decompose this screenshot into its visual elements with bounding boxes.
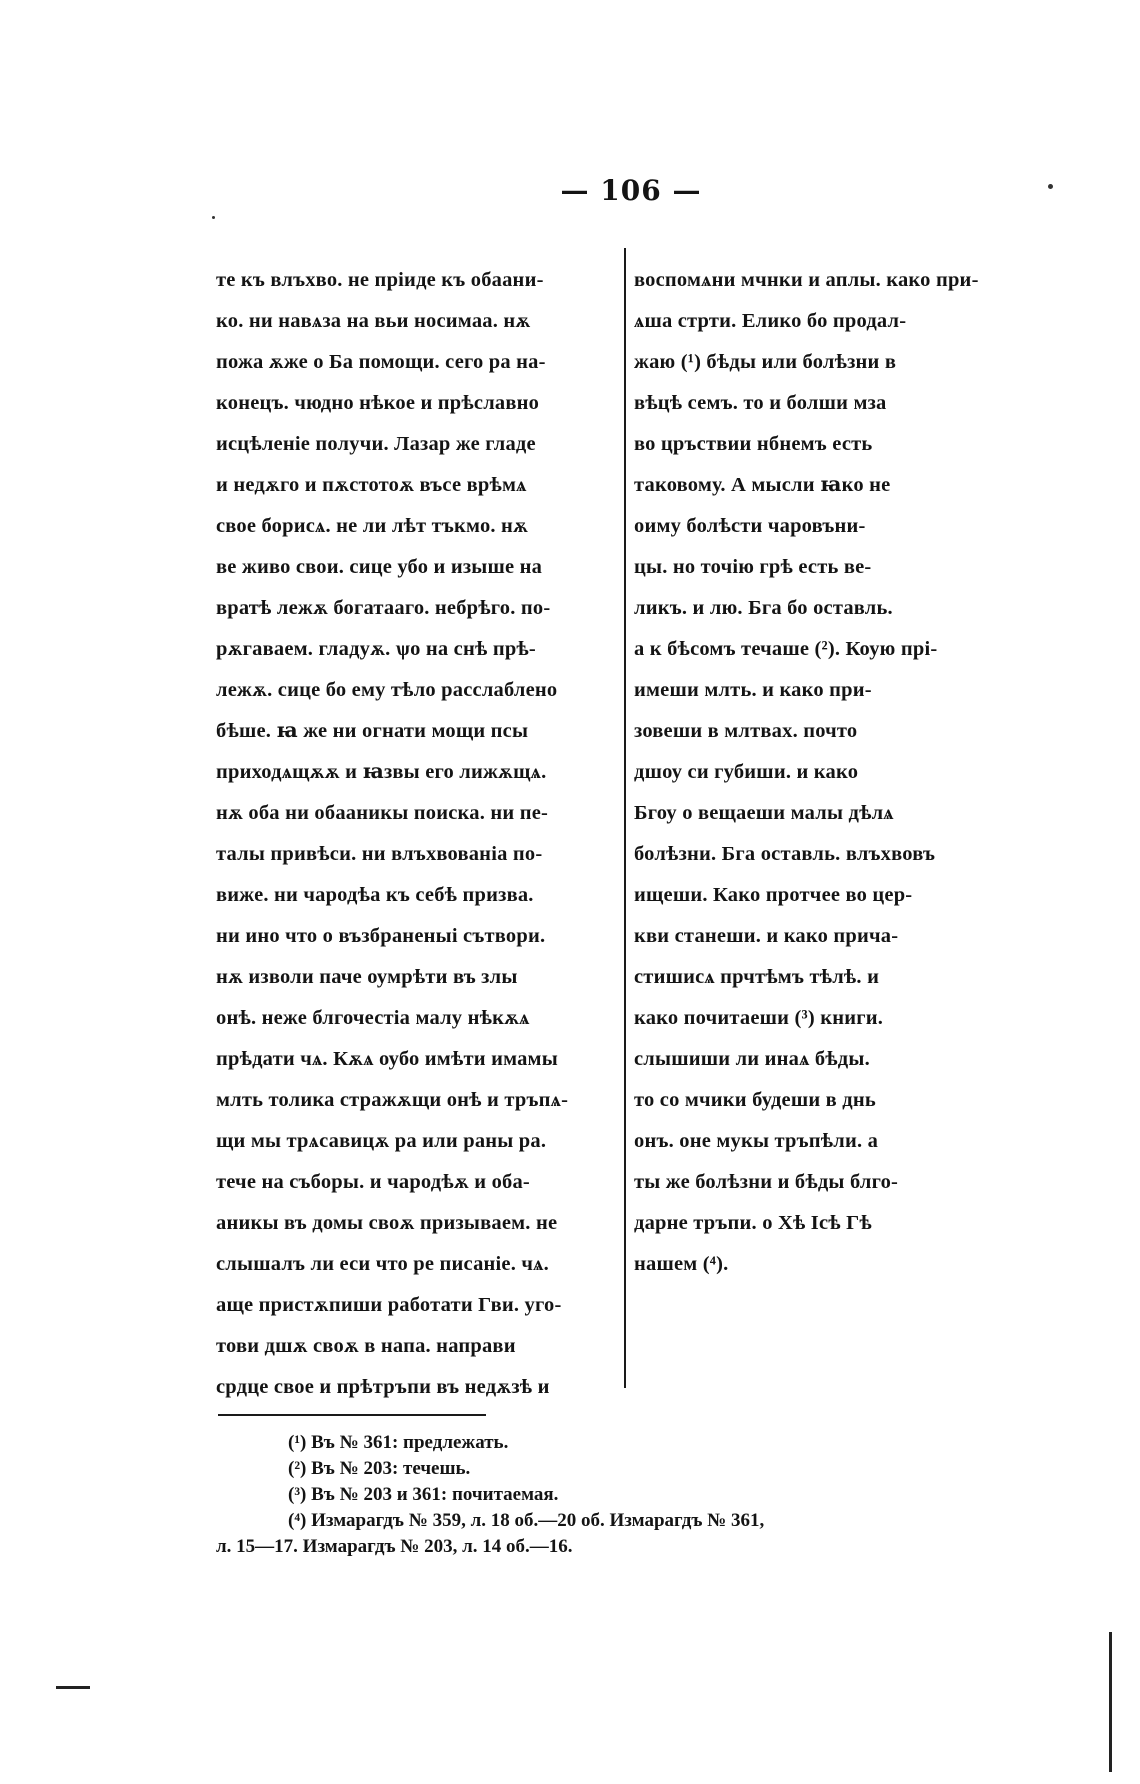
- text-line: свое борисѧ. не ли лѣт тъкмо. нѫ: [216, 515, 529, 537]
- text-line: болѣзни. Бга оставль. влъхвовъ: [634, 843, 936, 865]
- text-line: лежѫ. сице бо ему тѣло расслаблено: [216, 679, 558, 701]
- text-line: стишисѧ прчтѣмъ тѣлѣ. и: [634, 966, 880, 988]
- text-line: виже. ни чародѣа къ себѣ призва.: [216, 884, 534, 906]
- footnote-line: (²) Въ № 203: течешь.: [288, 1458, 471, 1479]
- text-line: то со мчики будеши в днь: [634, 1089, 876, 1111]
- text-line: дшоу си губиши. и како: [634, 761, 859, 783]
- page-number: — 106 —: [560, 174, 702, 207]
- text-line: рѫгаваем. гладуѫ. ѱо на снѣ прѣ-: [216, 638, 536, 660]
- text-line: воспомѧни мчнки и аплы. како при-: [634, 269, 979, 291]
- text-line: нашем (⁴).: [634, 1253, 729, 1275]
- text-line: а к бѣсомъ течаше (²). Коую прі-: [634, 638, 938, 660]
- right-column: [634, 260, 1030, 1285]
- text-line: оиму болѣсти чаровъни-: [634, 515, 866, 537]
- speck-mark: [212, 216, 215, 219]
- footnote-line: л. 15—17. Измарагдъ № 203, л. 14 об.—16.: [216, 1536, 573, 1557]
- text-line: имеши млть. и како при-: [634, 679, 872, 701]
- text-line: и недѫго и пѫстотоѫ въсе врѣмѧ: [216, 474, 527, 496]
- text-line: кви станеши. и како прича-: [634, 925, 899, 947]
- text-line: исцѣленіе получи. Лазар же гладе: [216, 433, 536, 455]
- text-line: ѧша стрти. Елико бо продал-: [634, 310, 907, 332]
- scan-edge-mark: [56, 1686, 90, 1689]
- text-line: во цръствии нбнемъ есть: [634, 433, 873, 455]
- text-line: зовеши в млтвах. почто: [634, 720, 858, 742]
- text-line: млть толика стражѫщи онѣ и тръпѧ-: [216, 1089, 569, 1111]
- text-line: срдце свое и прѣтръпи въ недѫзѣ и: [216, 1376, 550, 1398]
- text-line: дарне тръпи. о Хѣ Ісѣ Гѣ: [634, 1212, 872, 1234]
- text-line: ищеши. Како протчее во цер-: [634, 884, 913, 906]
- text-line: нѫ оба ни обаaникы поиска. ни пе-: [216, 802, 549, 824]
- text-line: аникы въ домы своѫ призываем. не: [216, 1212, 558, 1234]
- text-line: нѫ изволи паче оумрѣти въ злы: [216, 966, 518, 988]
- footnote-separator: [218, 1414, 486, 1416]
- text-line: аще пристѫпиши работати Гви. уго-: [216, 1294, 562, 1316]
- text-line: како почитаеши (³) книги.: [634, 1007, 884, 1029]
- text-line: бѣше. ꙗ же ни огнати мощи псы: [216, 720, 529, 742]
- text-line: таковому. А мысли ꙗко не: [634, 474, 891, 496]
- text-line: вратѣ лежѫ богатааго. небрѣго. по-: [216, 597, 551, 619]
- left-column: [216, 260, 618, 1408]
- text-line: течe на съборы. и чародѣѫ и оба-: [216, 1171, 530, 1193]
- text-line: цы. но точію грѣ есть ве-: [634, 556, 872, 578]
- text-line: вѣцѣ семъ. то и болши мза: [634, 392, 887, 414]
- text-line: те къ влъхво. не пріиде къ обаани-: [216, 269, 544, 291]
- text-line: жаю (¹) бѣды или болѣзни в: [634, 351, 897, 373]
- text-line: ты же болѣзни и бѣды блго-: [634, 1171, 899, 1193]
- text-line: талы привѣси. ни влъхвованіа по-: [216, 843, 543, 865]
- column-divider: [624, 248, 626, 1388]
- text-line: онъ. оне мукы тръпѣли. а: [634, 1130, 879, 1152]
- footnote-line: (¹) Въ № 361: предлежать.: [288, 1432, 509, 1453]
- text-line: прѣдати чѧ. Кѫѧ оубо имѣти имамы: [216, 1048, 558, 1070]
- text-line: тови дшѫ своѫ в напа. направи: [216, 1335, 516, 1357]
- text-line: ни ино что о възбраненыі сътвори.: [216, 925, 546, 947]
- scan-edge-mark: [1109, 1632, 1112, 1772]
- text-line: пожа ѫже о Ба помощи. сего ра на-: [216, 351, 546, 373]
- text-line: щи мы трѧсавицѫ ра или раны ра.: [216, 1130, 547, 1152]
- text-line: Бгоу о вещаеши малы дѣлѧ: [634, 802, 894, 824]
- speck-mark: [1048, 184, 1053, 189]
- footnote-line: (⁴) Измарагдъ № 359, л. 18 об.—20 об. Измарагдъ № 361,: [288, 1510, 765, 1531]
- text-line: ве живо свои. сице убо и изыше на: [216, 556, 543, 578]
- text-line: слышиши ли инаѧ бѣды.: [634, 1048, 870, 1070]
- text-line: ликъ. и лю. Бга бо оставль.: [634, 597, 893, 619]
- text-line: ко. ни навѧза на вьи носимаа. нѫ: [216, 310, 531, 332]
- text-line: онѣ. неже блгочестіа малу нѣкѫѧ: [216, 1007, 530, 1029]
- footnotes: [216, 1430, 1036, 1560]
- text-line: конецъ. чюдно нѣкое и прѣславно: [216, 392, 540, 414]
- footnote-line: (³) Въ № 203 и 361: почитаемая.: [288, 1484, 559, 1505]
- text-line: слышалъ ли еси что ре писаніе. чѧ.: [216, 1253, 549, 1275]
- text-line: приходѧщѫѫ и ꙗзвы его лижѫщѧ.: [216, 761, 547, 783]
